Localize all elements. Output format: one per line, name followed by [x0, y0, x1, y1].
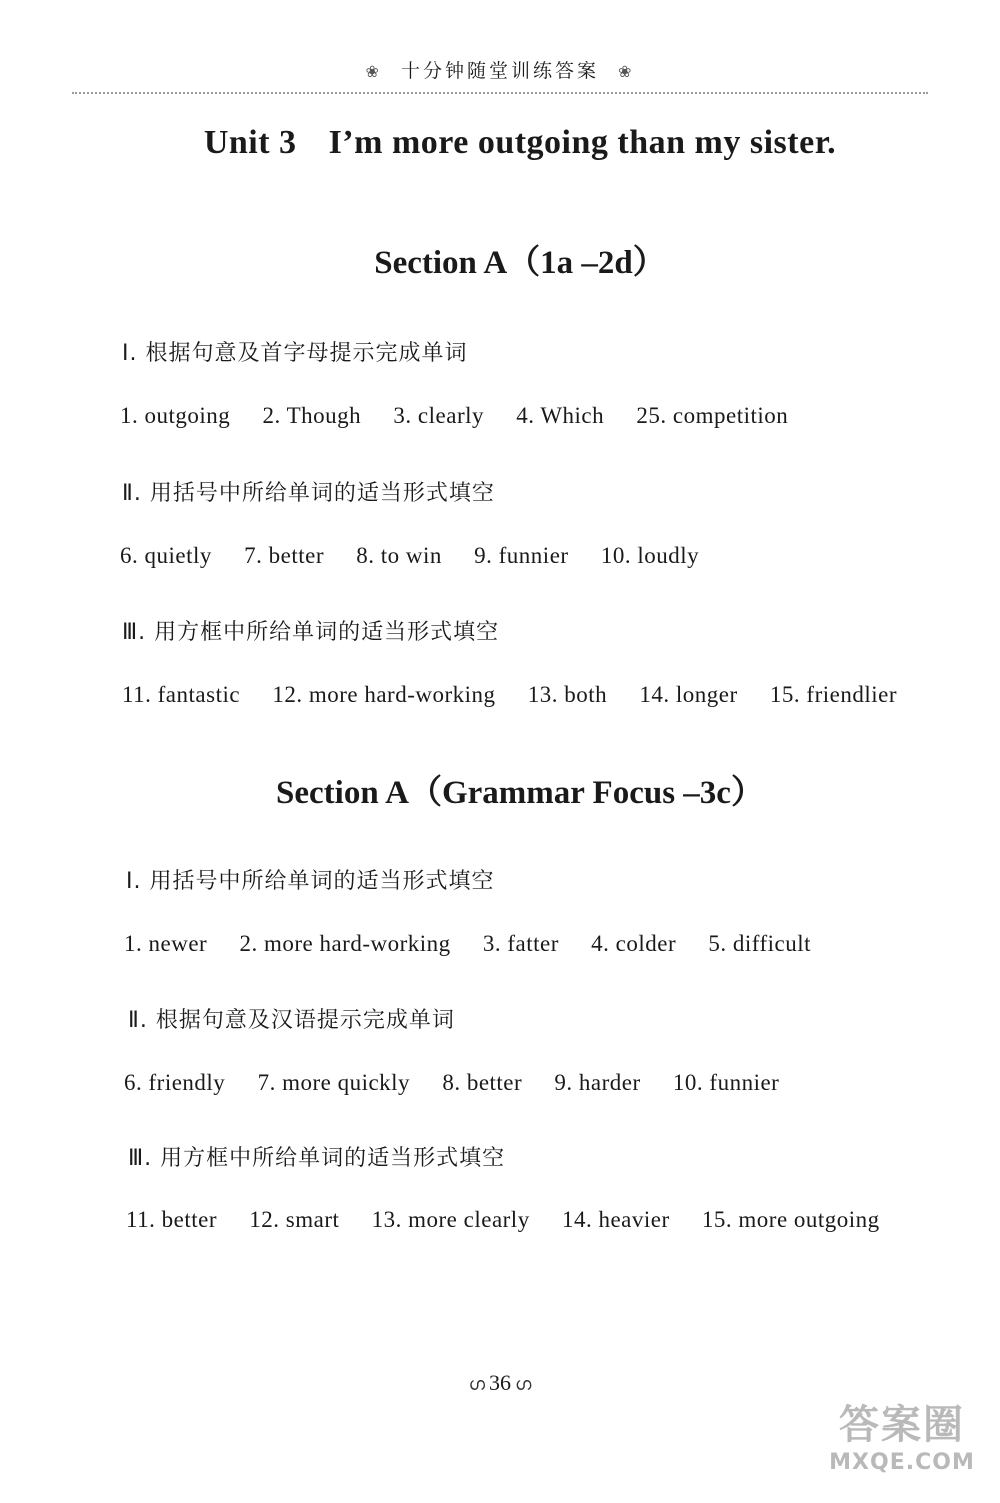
- header-divider: [72, 92, 928, 94]
- answer-item: 3. clearly: [393, 403, 484, 428]
- question-heading: Ⅰ. 用括号中所给单词的适当形式填空: [126, 869, 495, 894]
- answer-item: 2. Though: [262, 403, 362, 428]
- answer-row: [120, 403, 814, 429]
- question-heading: Ⅲ. 用方框中所给单词的适当形式填空: [128, 1146, 506, 1171]
- answer-item: 12. smart: [249, 1207, 340, 1232]
- watermark-logo: [822, 1393, 982, 1493]
- unit-title: [0, 124, 1000, 162]
- answer-item: 14. longer: [639, 682, 738, 707]
- question-heading: Ⅰ. 根据句意及首字母提示完成单词: [122, 341, 468, 366]
- answer-item: 15. friendlier: [769, 682, 897, 707]
- answer-item: 13. more clearly: [371, 1207, 530, 1232]
- answer-item: 15. more outgoing: [701, 1207, 880, 1232]
- watermark-url: MXQE.COM: [829, 1450, 975, 1475]
- answer-item: 11. fantastic: [122, 682, 241, 707]
- question-heading: Ⅱ. 用括号中所给单词的适当形式填空: [122, 481, 495, 506]
- answer-item: 25. competition: [636, 403, 789, 428]
- answer-item: 10. funnier: [672, 1070, 780, 1095]
- answer-item: 8. to win: [356, 543, 442, 568]
- answer-row: [120, 543, 725, 569]
- section-title: Section A（1a –2d）: [374, 245, 666, 281]
- answer-item: 14. heavier: [561, 1207, 670, 1232]
- watermark-text: 答案圈: [839, 1402, 965, 1448]
- page-number-value: 36: [489, 1370, 511, 1395]
- answer-item: 10. loudly: [600, 543, 700, 568]
- unit-number: Unit 3: [203, 124, 297, 161]
- flower-ornament-icon: ❀: [365, 62, 382, 81]
- header-title: 十分钟随堂训练答案: [400, 60, 599, 82]
- answer-item: 4. colder: [591, 931, 677, 956]
- answer-row: [124, 1070, 805, 1096]
- answer-item: 1. newer: [124, 931, 208, 956]
- answer-item: 2. more hard-working: [239, 931, 451, 956]
- answer-row: [122, 682, 923, 708]
- answer-item: 3. fatter: [482, 931, 559, 956]
- section-title: Section A（Grammar Focus –3c）: [276, 775, 764, 811]
- answer-item: 6. friendly: [124, 1070, 226, 1095]
- running-header: [0, 56, 1000, 83]
- answer-item: 11. better: [126, 1207, 218, 1232]
- flower-ornament-icon: ❀: [618, 62, 635, 81]
- answer-item: 8. better: [442, 1070, 523, 1095]
- answer-item: 4. Which: [516, 403, 605, 428]
- answer-row: [124, 931, 837, 957]
- swirl-ornament-icon: ഗ: [515, 1374, 532, 1394]
- answer-item: 12. more hard-working: [272, 682, 496, 707]
- answer-item: 13. both: [527, 682, 608, 707]
- unit-heading: I’m more outgoing than my sister.: [328, 124, 837, 161]
- answer-item: 7. better: [244, 543, 324, 568]
- question-heading: Ⅲ. 用方框中所给单词的适当形式填空: [122, 620, 500, 645]
- answer-item: 6. quietly: [120, 543, 212, 568]
- answer-item: 9. funnier: [474, 543, 569, 568]
- question-heading: Ⅱ. 根据句意及汉语提示完成单词: [128, 1008, 455, 1033]
- answer-item: 5. difficult: [708, 931, 812, 956]
- answer-row: [126, 1207, 906, 1233]
- answer-item: 9. harder: [554, 1070, 641, 1095]
- answer-item: 1. outgoing: [120, 403, 231, 428]
- swirl-ornament-icon: ഗ: [468, 1374, 485, 1394]
- answer-item: 7. more quickly: [257, 1070, 411, 1095]
